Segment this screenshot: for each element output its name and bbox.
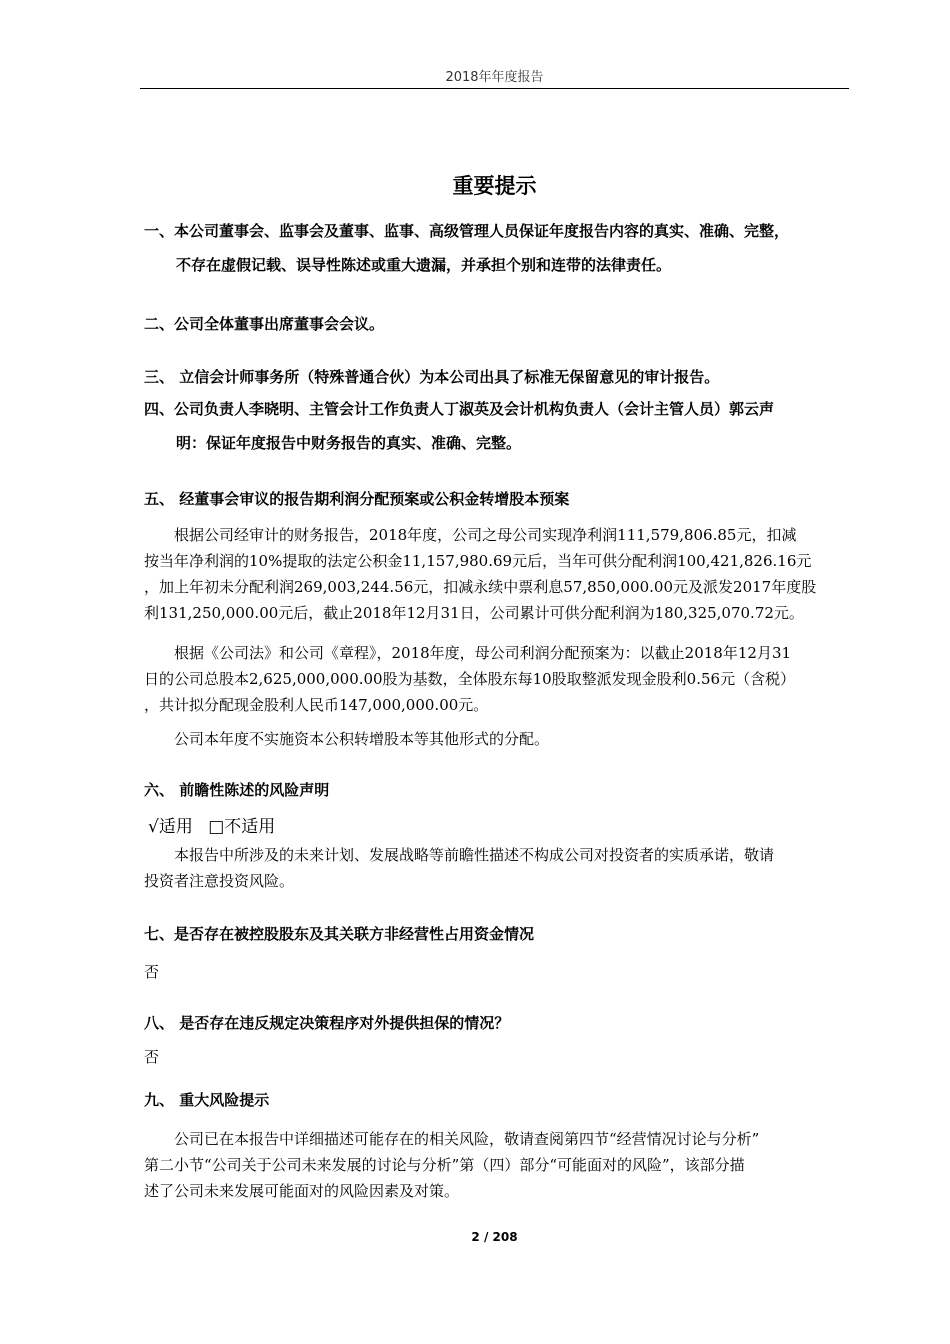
section-3: 三、 立信会计师事务所（特殊普通合伙）为本公司出具了标准无保留意见的审计报告。 xyxy=(144,368,720,386)
s5-p2-line: 日的公司总股本2,625,000,000.00股为基数，全体股东每10股取整派发现金股利0.56元（含税） xyxy=(144,670,796,688)
section-4-line-1: 四、公司负责人李晓明、主管会计工作负责人丁淑英及会计机构负责人（会计主管人员）郭云声 xyxy=(144,400,775,418)
section-8-heading: 八、 是否存在违反规定决策程序对外提供担保的情况？ xyxy=(144,1014,510,1032)
section-1 xyxy=(144,220,854,276)
s5-p1-line: 按当年净利润的10%提取的法定公积金11,157,980.69元后，当年可供分配利润100,421,826.16元 xyxy=(144,552,812,570)
section-4-line-2: 明：保证年度报告中财务报告的真实、准确、完整。 xyxy=(176,434,522,452)
section-5-paragraph-2 xyxy=(144,640,850,718)
section-5-paragraph-3 xyxy=(144,726,850,752)
s5-p1-line: 利131,250,000.00元后，截止2018年12月31日，公司累计可供分配利润为180,325,070.72元。 xyxy=(144,604,804,622)
header-rule xyxy=(140,88,849,89)
checkbox-not-applicable: □不适用 xyxy=(208,817,276,837)
section-9-heading: 九、 重大风险提示 xyxy=(144,1091,270,1109)
s5-p1-line: 根据公司经审计的财务报告，2018年度，公司之母公司实现净利润111,579,806.85元，扣减 xyxy=(174,526,797,544)
page-title: 重要提示 xyxy=(452,174,537,198)
s5-p2-line: 根据《公司法》和公司《章程》，2018年度，母公司利润分配预案为：以截止2018年12月31 xyxy=(174,644,792,662)
s5-p2-line: ，共计拟分配现金股利人民币147,000,000.00元。 xyxy=(144,696,489,714)
section-1-line-1: 一、本公司董事会、监事会及董事、监事、高级管理人员保证年度报告内容的真实、准确、完整， xyxy=(144,222,790,240)
s6-line: 本报告中所涉及的未来计划、发展战略等前瞻性描述不构成公司对投资者的实质承诺，敬请 xyxy=(174,846,775,864)
s9-line: 公司已在本报告中详细描述可能存在的相关风险，敬请查阅第四节“经营情况讨论与分析” xyxy=(174,1130,760,1148)
s5-p1-line: ，加上年初未分配利润269,003,244.56元，扣减永续中票利息57,850,000.00元及派发2017年度股 xyxy=(144,578,817,596)
s6-line: 投资者注意投资风险。 xyxy=(144,872,295,890)
section-7-answer: 否 xyxy=(144,963,160,981)
s9-line: 述了公司未来发展可能面对的风险因素及对策。 xyxy=(144,1182,460,1200)
section-5-heading: 五、 经董事会审议的报告期利润分配预案或公积金转增股本预案 xyxy=(144,490,570,508)
section-8-answer: 否 xyxy=(144,1048,160,1066)
checkbox-applicable-checked: √适用 xyxy=(148,817,193,837)
s5-p3-line: 公司本年度不实施资本公积转增股本等其他形式的分配。 xyxy=(174,730,550,748)
s9-line: 第二小节“公司关于公司未来发展的讨论与分析”第（四）部分“可能面对的风险”，该部分描 xyxy=(144,1156,745,1174)
running-header: 2018年年度报告 xyxy=(445,70,544,85)
section-5-paragraph-1 xyxy=(144,522,850,626)
section-9-paragraph xyxy=(144,1126,850,1204)
section-4 xyxy=(144,398,854,454)
section-2: 二、公司全体董事出席董事会会议。 xyxy=(144,315,385,333)
page-number: 2 / 208 xyxy=(471,1230,518,1244)
section-7-heading: 七、是否存在被控股股东及其关联方非经营性占用资金情况 xyxy=(144,925,535,943)
section-1-line-2: 不存在虚假记载、误导性陈述或重大遗漏，并承担个别和连带的法律责任。 xyxy=(176,256,672,274)
section-6-paragraph xyxy=(144,842,850,894)
applicability-checkboxes xyxy=(148,812,275,837)
section-6-heading: 六、 前瞻性陈述的风险声明 xyxy=(144,781,330,799)
